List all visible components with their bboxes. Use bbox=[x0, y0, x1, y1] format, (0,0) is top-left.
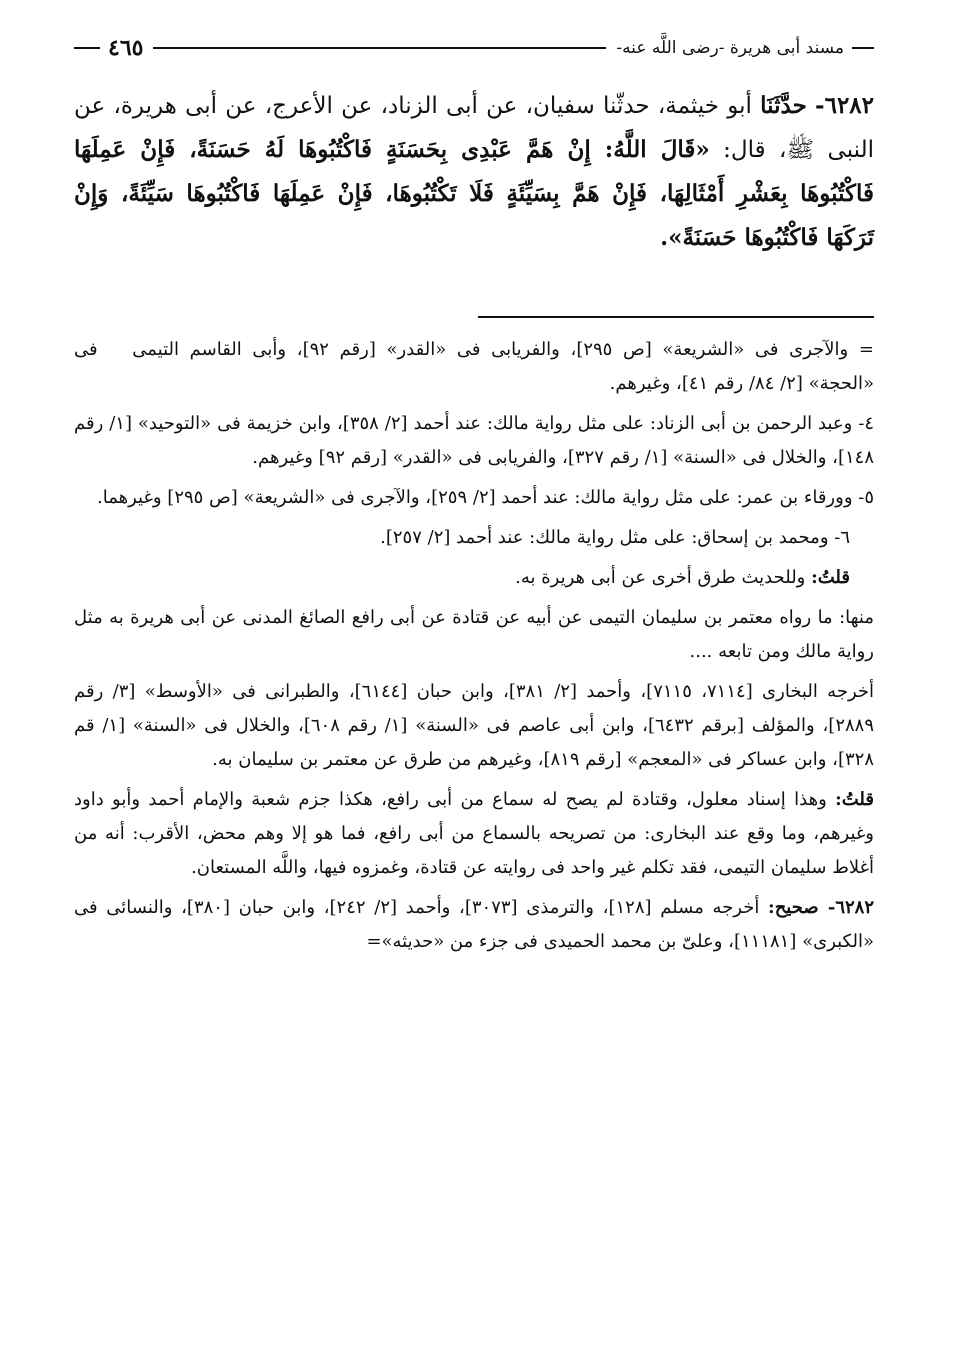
header-rule bbox=[153, 47, 606, 49]
footnote-paragraph: ٦- ومحمد بن إسحاق: على مثل رواية مالك: عند أحمد [٢/ ٢٥٧]. bbox=[380, 527, 850, 548]
hadith-text bbox=[74, 84, 874, 260]
page-header bbox=[74, 28, 874, 68]
note-label: قلتُ: bbox=[835, 789, 874, 810]
footnote-separator bbox=[478, 316, 874, 318]
hadith-number: ٦٢٨٢- bbox=[815, 92, 875, 119]
note-text: وهذا إسناد معلول، وقتادة لم يصح له سماع من أبى رافع، هكذا جزم شعبة والإمام أحمد وأبو داود وغيرهم، وما وقع عند البخارى: من تصريحه بالسماع من أبى رافع، فما هو إلا وهم محض، الأقرب: أنه من أغلاط سليمان التيمى، فقد تكلم غير واحد فى روايته عن قتادة، وغمزوه فيها، واللَّه المستعان. bbox=[74, 789, 874, 878]
footnote-line: فى «الحجة» [٢/ ٨٤/ رقم ٤١]، وغيرهم. bbox=[74, 339, 874, 394]
footnote-paragraph: ٤- وعبد الرحمن بن أبى الزناد: على مثل رواية مالك: عند أحمد [٢/ ٣٥٨]، وابن خزيمة فى «التوحيد» [١/ رقم ١٤٨]، والخلال فى «السنة» [١/ رقم ٣٢٧]، والفريابى فى «القدر» [رقم ٩٢] وغيرهم. bbox=[74, 413, 874, 468]
matn: «قَالَ اللَّهُ: إِنْ هَمَّ عَبْدِى بِحَسَنَةٍ فَاكْتُبُوهَا لَهُ حَسَنَةً، فَإِنْ عَمِلَهَا فَاكْتُبُوهَا بِعَشْرِ أَمْثَالِهَا، فَإِنْ هَمَّ بِسَيِّئَةٍ فَلَا تَكْتُبُوهَا، فَإِنْ عَمِلَهَا فَاكْتُبُوهَا سَيِّئَةً، وَإِنْ تَرَكَهَا فَاكْتُبُوهَا حَسَنَةً». bbox=[74, 136, 874, 251]
note-text: أخرجه مسلم [١٢٨]، والترمذى [٣٠٧٣]، وأحمد [٢/ ٢٤٢]، وابن حبان [٣٨٠]، والنسائى فى «الكبرى» [١١١٨١]، وعلىّ بن محمد الحميدى فى جزء من «حديثه»= bbox=[74, 897, 874, 952]
footnote-line: = والآجرى فى «الشريعة» [ص ٢٩٥]، والفريابى فى «القدر» [رقم ٩٢]، وأبى القاسم التيمى bbox=[132, 339, 874, 360]
footnote-paragraph: منها: ما رواه معتمر بن سليمان التيمى عن أبيه عن قتادة عن أبى رافع الصائغ المدنى عن أبى هريرة به مثل رواية مالك ومن تابعه .... bbox=[74, 607, 874, 662]
grading-label: ٦٢٨٢- صحيح: bbox=[768, 897, 875, 918]
header-dash-right bbox=[852, 47, 874, 49]
footnotes bbox=[74, 333, 874, 965]
note-text: وللحديث طرق أخرى عن أبى هريرة به. bbox=[515, 567, 806, 588]
footnote-paragraph: أخرجه البخارى [٧١١٤، ٧١١٥]، وأحمد [٢/ ٣٨١]، وابن حبان [٦١٤٤]، والطبرانى فى «الأوسط» [٣/ رقم ٢٨٨٩]، والمؤلف [برقم ٦٤٣٢]، وابن أبى عاصم فى «السنة» [١/ رقم ٦٠٨]، والخلال فى «السنة» [١/ قم ٣٢٨]، وابن عساكر فى «المعجم» [رقم ٨١٩]، وغيرهم من طرق عن معتمر بن سليمان به. bbox=[74, 681, 875, 770]
note-label: قلتُ: bbox=[811, 567, 850, 588]
isnad: أبو خيثمة، حدثّنا سفيان، عن أبى الزناد، عن الأعرج، عن أبى هريرة، عن النبى ﷺ، قال: bbox=[74, 93, 875, 163]
page-number: ٤٦٥ bbox=[108, 35, 144, 61]
footnote-paragraph bbox=[74, 891, 874, 959]
footnote-continuation bbox=[74, 333, 874, 401]
footnote-paragraph: ٥- وورقاء بن عمر: على مثل رواية مالك: عند أحمد [٢/ ٢٥٩]، والآجرى فى «الشريعة» [ص ٢٩٥] وغيرهما. bbox=[96, 487, 874, 508]
book-title: مسند أبى هريرة -رضى اللَّه عنه- bbox=[616, 38, 844, 58]
narration-word: حدَّثَنَا bbox=[760, 92, 807, 119]
footnote-paragraph bbox=[74, 561, 874, 595]
footnote-paragraph bbox=[74, 783, 874, 885]
header-dash-left bbox=[74, 47, 100, 49]
